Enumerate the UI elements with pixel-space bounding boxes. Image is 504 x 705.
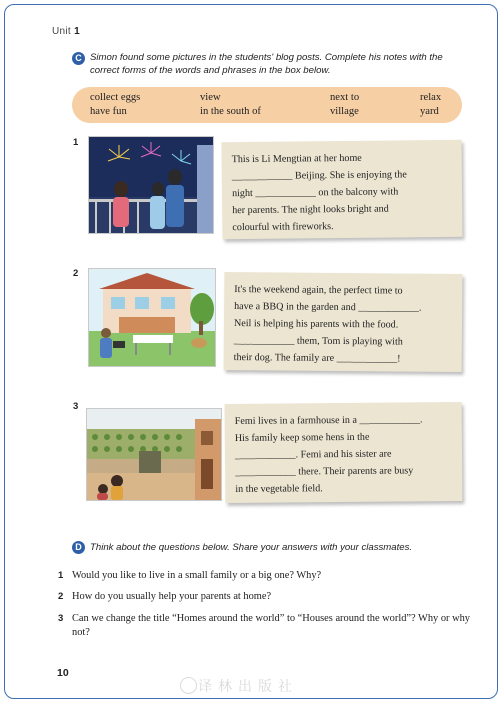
unit-label: Unit (52, 26, 71, 37)
word-box (72, 87, 462, 123)
exercise-text: It's the weekend again, the perfect time to have a BBQ in the garden and ____________. Neil is helping his parents with the food. ____________ them, Tom is playing with their dog. The family are ____________! (233, 284, 422, 365)
question-number: 1 (58, 570, 64, 581)
section-d-badge: D (72, 541, 85, 554)
question-text: Would you like to live in a small family or a big one? Why? (72, 570, 322, 581)
publisher-watermark: 译林出版社 (198, 679, 298, 695)
word-village: village (330, 106, 359, 117)
unit-number: 1 (74, 26, 80, 37)
fireworks-balcony-picture (88, 136, 214, 234)
question-text: Can we change the title “Homes around the world” to “Houses around the world”? Why or why not? (72, 613, 470, 638)
exercise-text: Femi lives in a farmhouse in a ____________. His family keep some hens in the ____________. Femi and his sister are ____________ there. Their parents are busy in the vegetable field. (234, 414, 423, 495)
question-text: How do you usually help your parents at home? (72, 591, 272, 602)
note-paper (225, 402, 463, 503)
question-number: 3 (58, 613, 64, 624)
word-collect-eggs: collect eggs (90, 92, 141, 103)
word-in-the-south-of: in the south of (200, 106, 261, 117)
section-c-badge: C (72, 52, 85, 65)
section-c-instruction: Simon found some pictures in the students' blog posts. Complete his notes with the correct forms of the words and phrases in the box below. (90, 52, 443, 76)
word-yard: yard (420, 106, 439, 117)
bbq-garden-picture (88, 268, 216, 367)
unit-heading (52, 26, 80, 37)
exercise-number: 2 (73, 268, 79, 279)
word-view: view (200, 92, 221, 103)
farmhouse-village-picture (86, 408, 222, 501)
note-paper (224, 272, 463, 372)
question-number: 2 (58, 591, 64, 602)
publisher-logo-icon (180, 677, 197, 694)
page-number: 10 (57, 667, 69, 679)
exercise-number: 3 (73, 401, 79, 412)
note-paper (221, 140, 462, 240)
section-d-instruction: Think about the questions below. Share your answers with your classmates. (90, 542, 413, 553)
word-next-to: next to (330, 92, 360, 103)
word-have-fun: have fun (90, 106, 127, 117)
word-relax: relax (420, 92, 442, 103)
exercise-number: 1 (73, 137, 79, 148)
exercise-text: This is Li Mengtian at her home ____________ Beijing. She is enjoying the night ____________ on the balcony with her parents. The night looks bright and colourful with fireworks. (231, 152, 407, 234)
